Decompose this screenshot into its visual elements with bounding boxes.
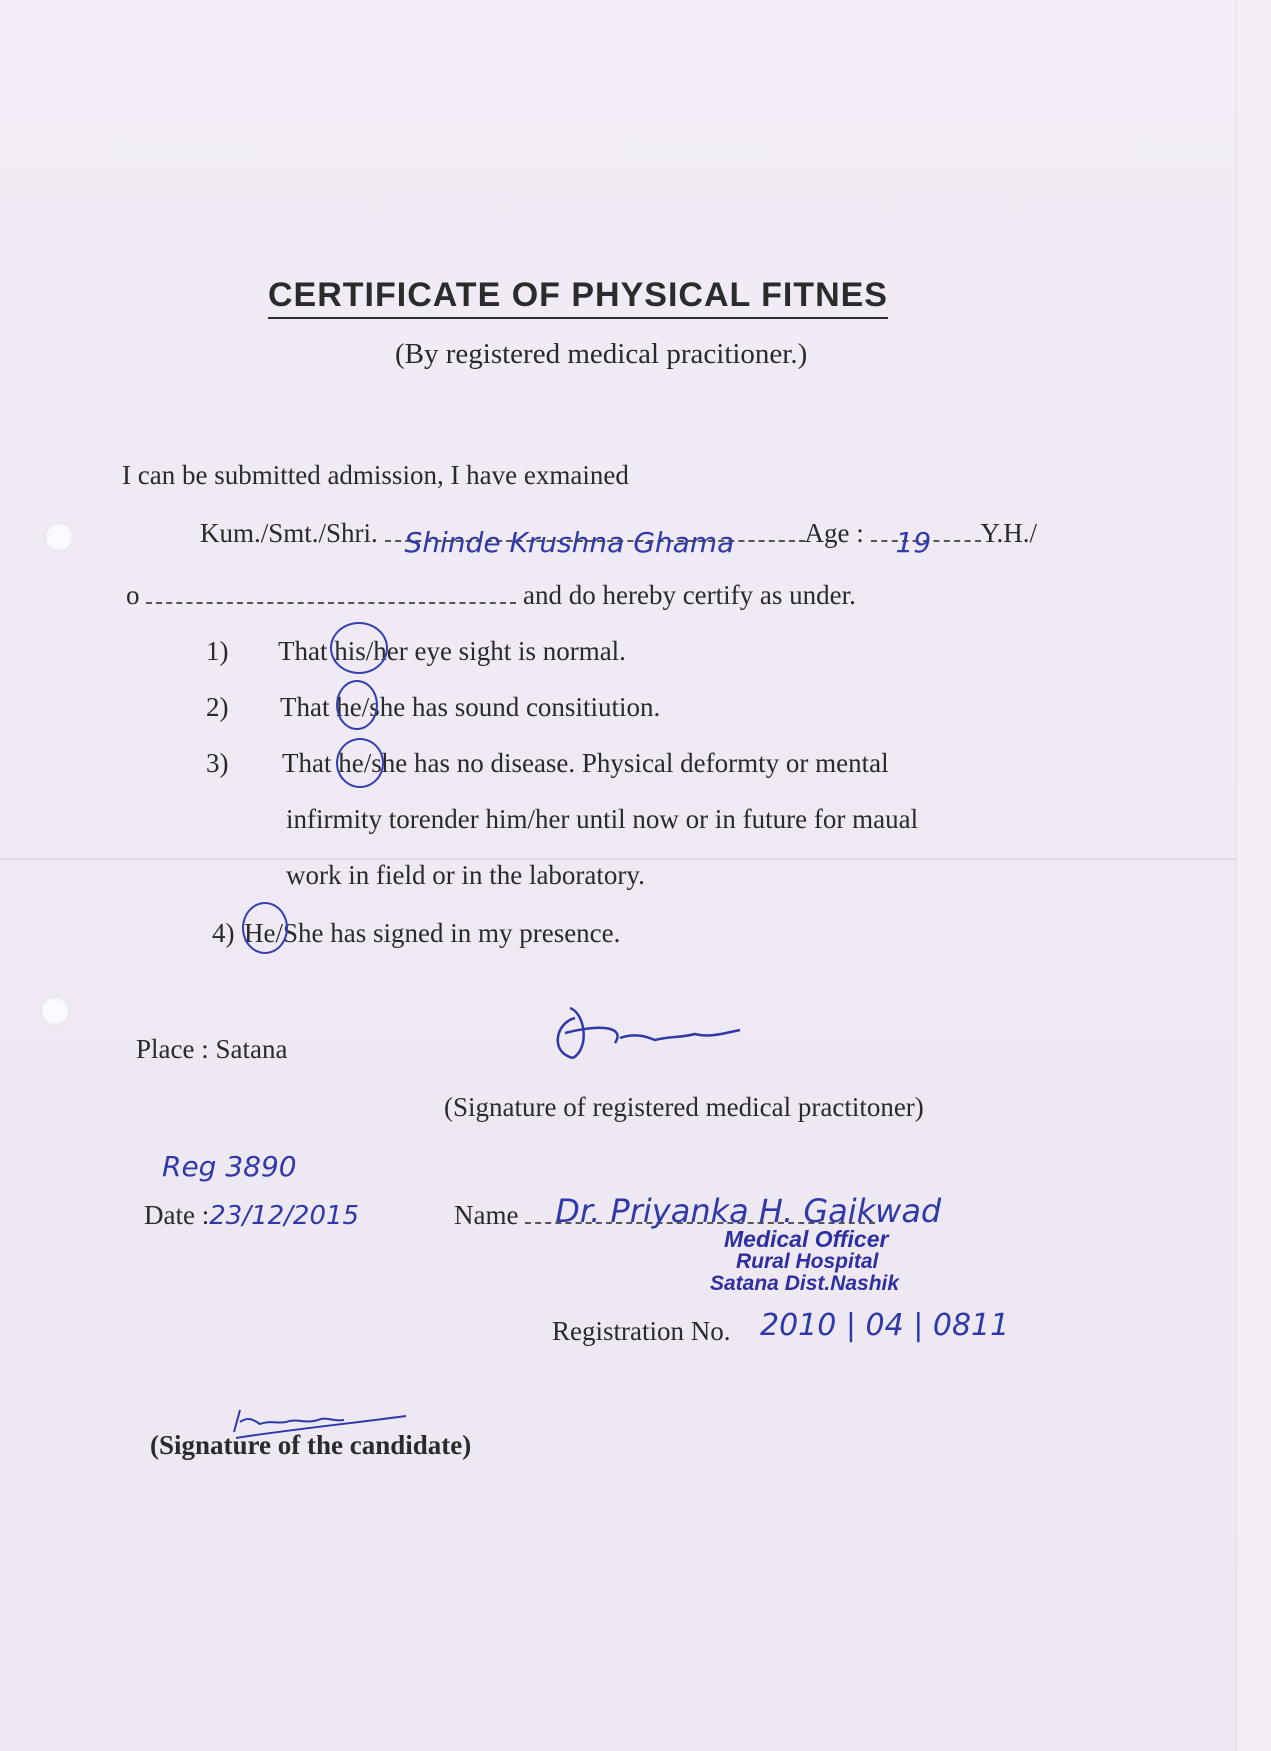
he-circle-mark-3 bbox=[242, 902, 288, 954]
he-circle-mark-2 bbox=[336, 738, 384, 788]
item-3-number: 3) bbox=[206, 748, 229, 778]
practitioner-signature-label: (Signature of registered medical practitoner) bbox=[444, 1092, 924, 1122]
name-label: Name bbox=[454, 1200, 519, 1230]
name-line bbox=[200, 518, 1038, 559]
item-4-number: 4) bbox=[212, 918, 235, 948]
age-label: Age : bbox=[804, 518, 864, 548]
date-label: Date : bbox=[144, 1200, 210, 1230]
stamp-line-3: Satana Dist.Nashik bbox=[710, 1272, 900, 1295]
certificate-subtitle: (By registered medical pracitioner.) bbox=[395, 338, 808, 370]
doctor-name: Dr. Priyanka H. Gaikwad bbox=[555, 1192, 942, 1230]
age-value: 19 bbox=[895, 526, 932, 559]
he-circle-mark-1 bbox=[336, 680, 378, 730]
registration-label: Registration No. bbox=[552, 1316, 731, 1346]
line-two bbox=[126, 580, 856, 611]
doctor-name-field bbox=[525, 1192, 942, 1230]
item-1-text: That his/her eye sight is normal. bbox=[278, 636, 626, 666]
date-line bbox=[144, 1200, 359, 1231]
practitioner-signature bbox=[545, 998, 755, 1068]
candidate-name: Shinde Krushna Ghama bbox=[404, 526, 735, 559]
item-2-text: That he/she has sound consitiution. bbox=[280, 692, 661, 722]
item-4-text: He/She has signed in my presence. bbox=[244, 918, 621, 948]
stamp-line-1: Medical Officer bbox=[724, 1226, 889, 1252]
candidate-signature-label: (Signature of the candidate) bbox=[150, 1430, 472, 1460]
name-prefix: Kum./Smt./Shri. bbox=[200, 518, 378, 548]
punch-hole-bottom bbox=[40, 996, 70, 1026]
blank-field bbox=[146, 602, 516, 604]
item-3-text-cont-2: work in field or in the laboratory. bbox=[286, 860, 645, 890]
stamp-line-2: Rural Hospital bbox=[736, 1250, 879, 1273]
line-two-prefix: o bbox=[126, 580, 140, 610]
age-field bbox=[871, 526, 981, 559]
date-value: 23/12/2015 bbox=[209, 1201, 360, 1231]
punch-hole-top bbox=[44, 522, 74, 552]
reg-note: Reg 3890 bbox=[162, 1150, 297, 1183]
place-text: Place : Satana bbox=[136, 1034, 288, 1064]
line-two-suffix: and do hereby certify as under. bbox=[523, 580, 856, 610]
intro-text: I can be submitted admission, I have exmained bbox=[122, 460, 629, 490]
certificate-title: CERTIFICATE OF PHYSICAL FITNES bbox=[268, 276, 888, 319]
candidate-name-field bbox=[385, 526, 805, 559]
his-circle-mark bbox=[330, 622, 388, 674]
item-2-number: 2) bbox=[206, 692, 229, 722]
item-1-number: 1) bbox=[206, 636, 229, 666]
item-3-text-cont-1: infirmity torender him/her until now or in future for maual bbox=[286, 804, 919, 834]
name-suffix: Y.H./ bbox=[980, 518, 1038, 548]
item-3-text: That he/she has no disease. Physical deformty or mental bbox=[282, 748, 889, 778]
registration-value: 2010 | 04 | 0811 bbox=[760, 1308, 1010, 1343]
